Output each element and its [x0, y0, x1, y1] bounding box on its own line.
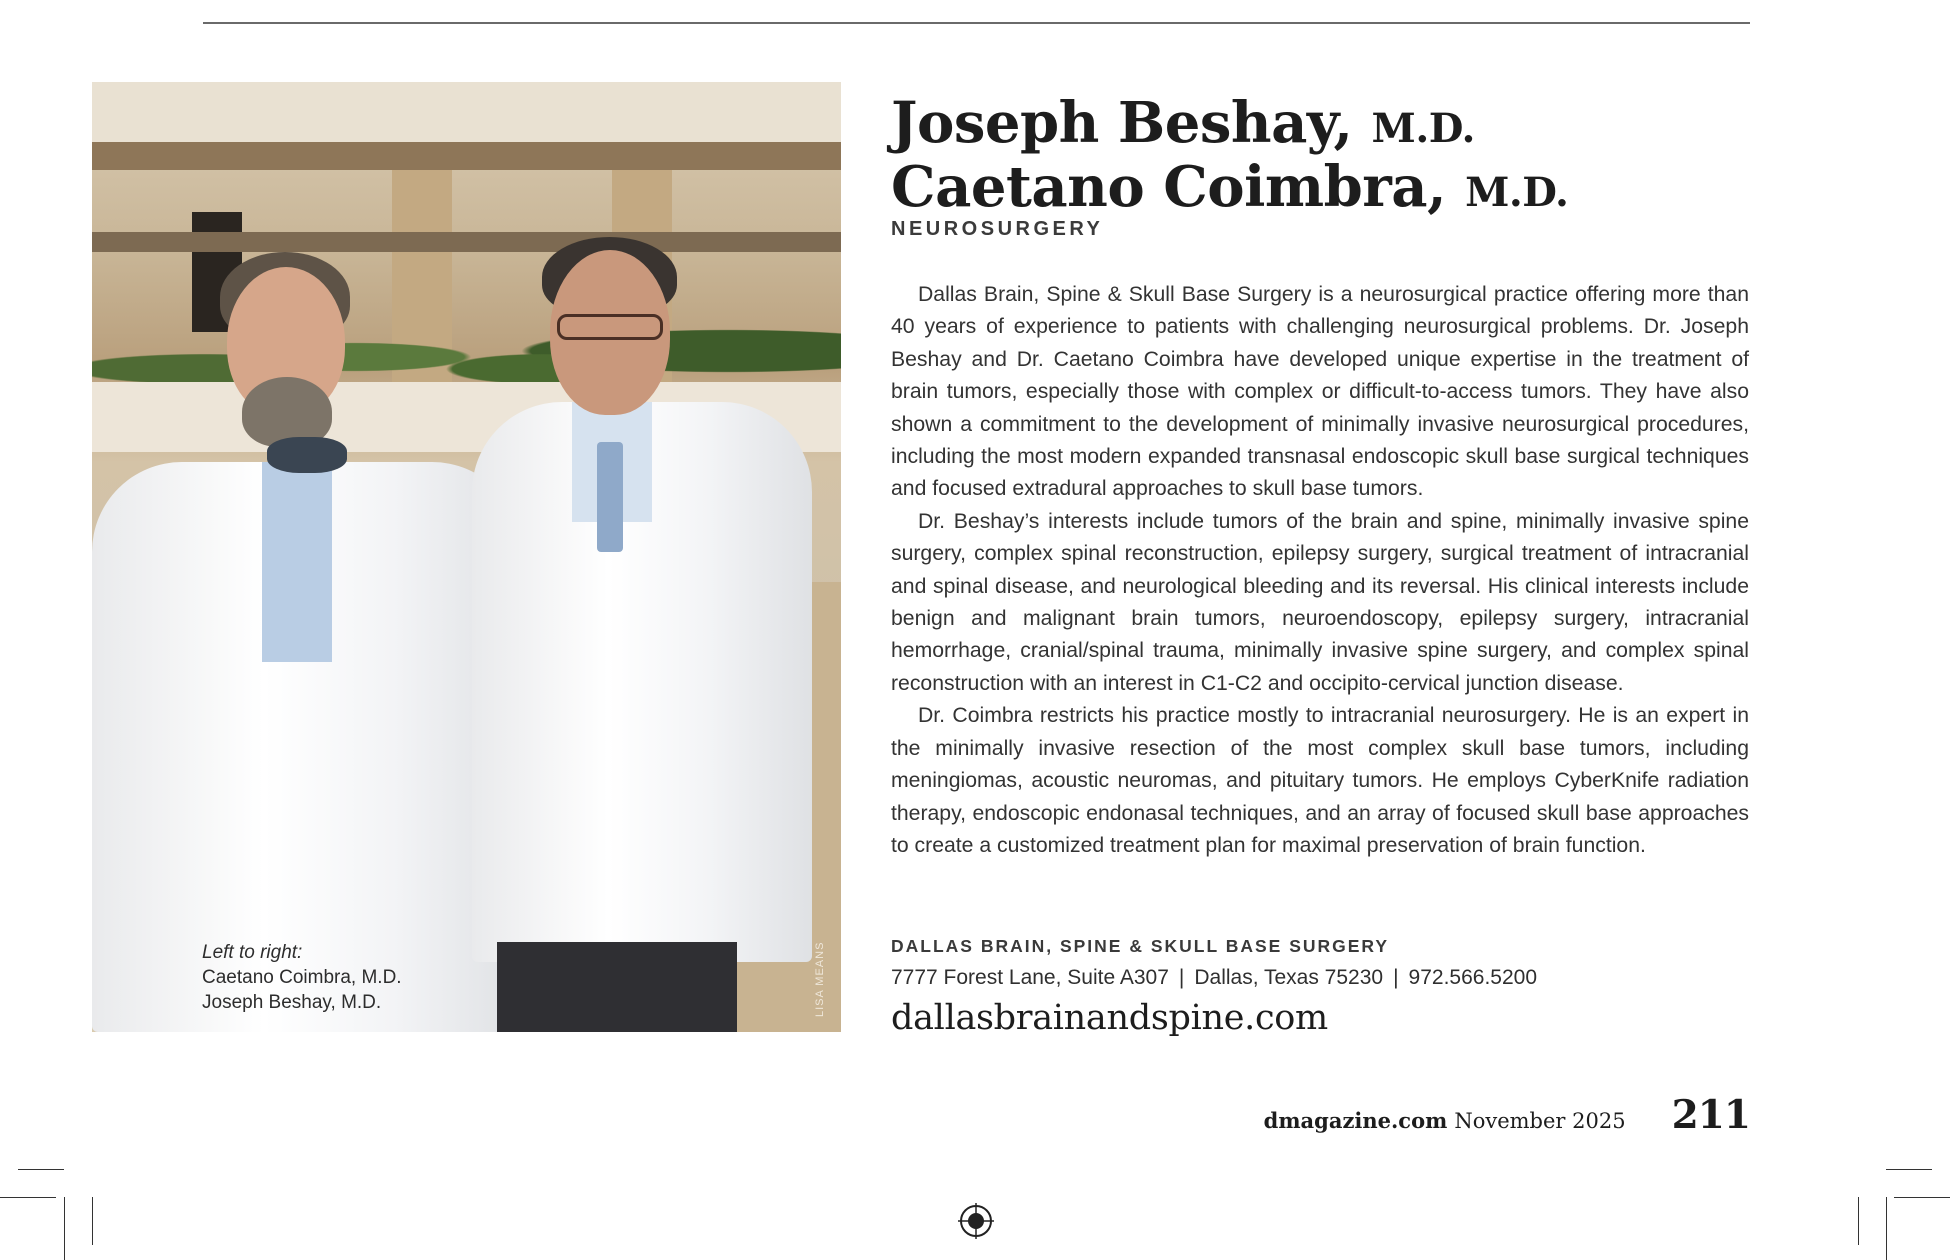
caption-lead: Left to right: [202, 942, 303, 963]
crop-mark [18, 1169, 64, 1170]
address-line [891, 966, 1537, 990]
paragraph: Dr. Beshay’s interests include tumors of the brain and spine, minimally invasive spine surgery, complex spinal reconstruction, epilepsy surgery, surgical treatment of intracranial and spinal disease, and neurological bleeding and its reversal. His clinical interests include benign and malignant brain tumors, neuroendoscopy, epilepsy surgery, intracranial hemorrhage, cranial/spinal trauma, minimally invasive spine surgery, and complex spinal reconstruction with an interest in C1-C2 and occipito-cervical junction disease. [891, 509, 1749, 695]
page-number: 211 [1671, 1092, 1750, 1138]
crop-mark [1886, 1197, 1887, 1260]
top-rule [203, 22, 1750, 24]
street-address: 7777 Forest Lane, Suite A307 [891, 966, 1169, 989]
photo-credit: LISA MEANS [814, 941, 826, 1017]
caption-name: Caetano Coimbra, M.D. [202, 967, 402, 988]
paragraph: Dr. Coimbra restricts his practice mostly to intracranial neurosurgery. He is an expert in the minimally invasive resection of the most complex skull base tumors, including meningiomas, acoustic neuromas, and pituitary tumors. He employs CyberKnife radiation therapy, endoscopic endonasal techniques, and an array of focused skull base approaches to create a customized treatment plan for maximal preservation of brain function. [891, 704, 1749, 857]
crop-mark [1894, 1197, 1950, 1198]
doctor-name-line [891, 154, 1569, 222]
doctor-names [891, 90, 1569, 222]
separator: | [1393, 966, 1399, 989]
crop-mark [92, 1197, 93, 1245]
crop-mark [1858, 1197, 1859, 1245]
footer-issue: November 2025 [1454, 1109, 1626, 1133]
crop-mark [64, 1197, 65, 1260]
body-text [891, 279, 1749, 862]
page-footer [1264, 1092, 1750, 1138]
doctor-name: Joseph Beshay, [891, 90, 1353, 156]
crop-mark [1886, 1169, 1932, 1170]
paragraph: Dallas Brain, Spine & Skull Base Surgery is a neurosurgical practice offering more than 40 years of experience to patients with challenging neurosurgical problems. Dr. Joseph Beshay and Dr. Caetano Coimbra have developed unique expertise in the treatment of brain tumors, especially those with complex or difficult-to-access tumors. They have also shown a commitment to the development of minimally invasive neurosurgical procedures, including the most modern expanded transnasal endoscopic skull base surgical techniques and focused extradural approaches to skull base tumors. [891, 283, 1749, 501]
specialty: NEUROSURGERY [891, 218, 1104, 240]
photo-caption [202, 940, 402, 1015]
phone[interactable]: 972.566.5200 [1408, 966, 1538, 989]
separator: | [1178, 966, 1185, 989]
degree: M.D. [1371, 105, 1475, 152]
degree: M.D. [1465, 169, 1569, 216]
registration-mark-icon [958, 1203, 994, 1239]
footer-site: dmagazine.com [1263, 1108, 1448, 1133]
doctors-photo [92, 82, 841, 1032]
city: Dallas, Texas 75230 [1194, 966, 1384, 989]
crop-mark [0, 1197, 56, 1198]
caption-name: Joseph Beshay, M.D. [202, 992, 382, 1013]
website-link[interactable]: dallasbrainandspine.com [891, 998, 1328, 1038]
doctor-name: Caetano Coimbra, [891, 154, 1447, 220]
practice-name: DALLAS BRAIN, SPINE & SKULL BASE SURGERY [891, 936, 1390, 956]
doctor-name-line [891, 90, 1568, 158]
